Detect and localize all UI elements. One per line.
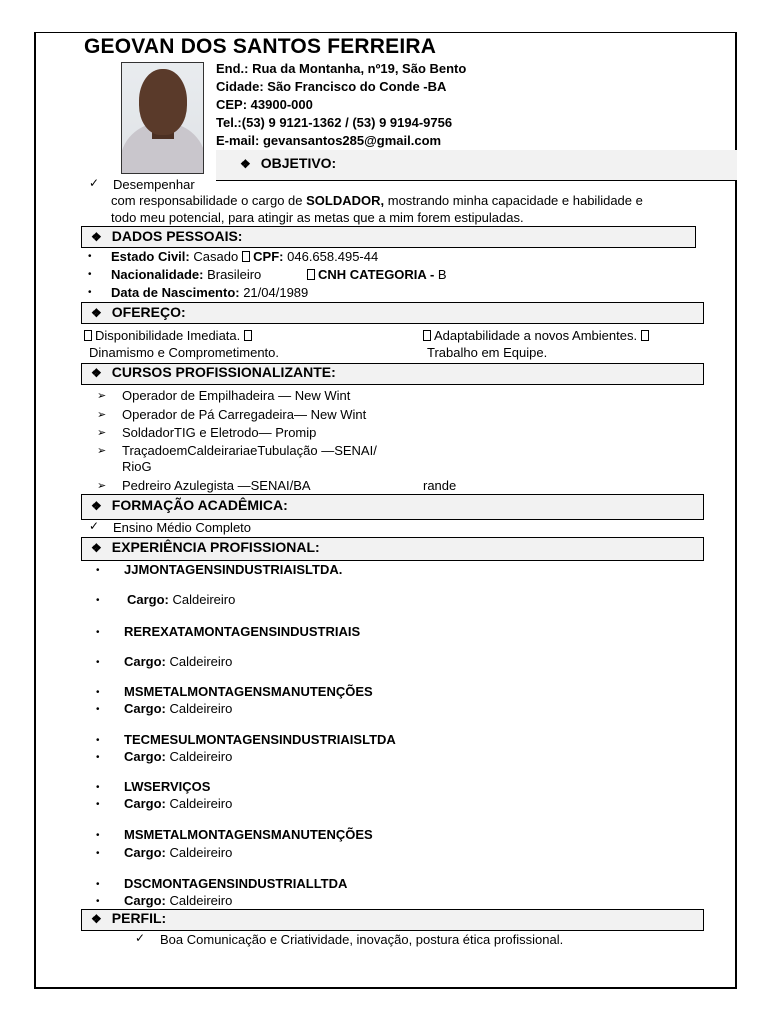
curso-item: SoldadorTIG e Eletrodo— Promip bbox=[122, 425, 317, 440]
arrow-bullet-icon: ➢ bbox=[97, 390, 107, 402]
company-name: MSMETALMONTAGENSMANUTENÇÕES bbox=[124, 684, 373, 699]
bullet-icon: • bbox=[96, 830, 100, 841]
checkmark-icon: ✓ bbox=[135, 931, 146, 945]
cargo-row: Cargo: Caldeireiro bbox=[124, 796, 233, 811]
perfil-title: ❖ PERFIL: bbox=[91, 910, 167, 926]
email-line: E-mail: gevansantos285@gmail.com bbox=[216, 133, 442, 148]
formacao-item: Ensino Médio Completo bbox=[113, 520, 252, 535]
phone-line: Tel.:(53) 9 9121-1362 / (53) 9 9194-9756 bbox=[216, 115, 453, 130]
bullet-icon: • bbox=[88, 287, 92, 298]
bullet-icon: • bbox=[96, 848, 100, 859]
diamond-bullet-icon: ❖ bbox=[91, 230, 102, 244]
nacionalidade-row: Nacionalidade: Brasileiro bbox=[111, 267, 262, 282]
cep-line: CEP: 43900-000 bbox=[216, 97, 313, 112]
curso-item: Pedreiro Azulegista —SENAI/BA bbox=[122, 478, 311, 493]
experiencia-title: ❖ EXPERIÊNCIA PROFISSIONAL: bbox=[91, 539, 320, 555]
bullet-icon: • bbox=[96, 735, 100, 746]
bullet-icon: • bbox=[96, 595, 100, 606]
curso-item: Operador de Empilhadeira — New Wint bbox=[122, 388, 351, 403]
diamond-bullet-icon: ❖ bbox=[91, 499, 102, 513]
company-name: REREXATAMONTAGENSINDUSTRIAIS bbox=[124, 624, 361, 639]
bullet-icon: • bbox=[88, 269, 92, 280]
oferco-left-2: Dinamismo e Comprometimento. bbox=[89, 345, 280, 360]
profile-photo bbox=[121, 62, 204, 174]
company-name: DSCMONTAGENSINDUSTRIALLTDA bbox=[124, 876, 348, 891]
bullet-icon: • bbox=[96, 799, 100, 810]
oferco-right-1: Adaptabilidade a novos Ambientes. bbox=[423, 328, 652, 343]
bullet-icon: • bbox=[96, 782, 100, 793]
cargo-row: Cargo: Caldeireiro bbox=[124, 749, 233, 764]
perfil-item: Boa Comunicação e Criatividade, inovação, postura ética profissional. bbox=[160, 932, 564, 947]
arrow-bullet-icon: ➢ bbox=[97, 480, 107, 492]
dados-title: ❖ DADOS PESSOAIS: bbox=[91, 228, 243, 244]
bullet-icon: • bbox=[96, 704, 100, 715]
checkbox-icon bbox=[641, 330, 649, 341]
cursos-title: ❖ CURSOS PROFISSIONALIZANTE: bbox=[91, 364, 336, 380]
cargo-row: Cargo: Caldeireiro bbox=[124, 893, 233, 908]
bullet-icon: • bbox=[96, 687, 100, 698]
arrow-bullet-icon: ➢ bbox=[97, 445, 107, 457]
checkbox-icon bbox=[423, 330, 431, 341]
city-line: Cidade: São Francisco do Conde -BA bbox=[216, 79, 447, 94]
objetivo-line-1: Desempenhar bbox=[113, 177, 195, 192]
curso-item-continuation: RioG bbox=[122, 459, 152, 474]
company-name: TECMESULMONTAGENSINDUSTRIAISLTDA bbox=[124, 732, 396, 747]
diamond-bullet-icon: ❖ bbox=[91, 541, 102, 555]
photo-head-shape bbox=[139, 69, 187, 135]
bullet-icon: • bbox=[96, 565, 100, 576]
curso-fragment: rande bbox=[423, 478, 457, 493]
company-name: MSMETALMONTAGENSMANUTENÇÕES bbox=[124, 827, 373, 842]
address-line: End.: Rua da Montanha, nº19, São Bento bbox=[216, 61, 467, 76]
bullet-icon: • bbox=[96, 879, 100, 890]
bullet-icon: • bbox=[96, 627, 100, 638]
cargo-row: Cargo: Caldeireiro bbox=[124, 654, 233, 669]
perfil-section-box bbox=[81, 909, 704, 931]
objetivo-title: ❖ OBJETIVO: bbox=[240, 155, 337, 171]
diamond-bullet-icon: ❖ bbox=[91, 912, 102, 926]
objetivo-line-3: todo meu potencial, para atingir as metas que a mim forem estipuladas. bbox=[111, 210, 524, 225]
curso-item: TraçadoemCaldeirariaeTubulação —SENAI/ bbox=[122, 443, 377, 458]
candidate-name: GEOVAN DOS SANTOS FERREIRA bbox=[84, 35, 437, 58]
estado-civil-row: Estado Civil: Casado CPF: 046.658.495-44 bbox=[111, 249, 379, 264]
arrow-bullet-icon: ➢ bbox=[97, 409, 107, 421]
bullet-icon: • bbox=[88, 251, 92, 262]
nascimento-row: Data de Nascimento: 21/04/1989 bbox=[111, 285, 309, 300]
objetivo-line-2: com responsabilidade o cargo de SOLDADOR, mostrando minha capacidade e habilidade e bbox=[111, 193, 643, 208]
company-name: LWSERVIÇOS bbox=[124, 779, 211, 794]
oferco-title: ❖ OFEREÇO: bbox=[91, 304, 186, 320]
oferco-left-1: Disponibilidade Imediata. bbox=[84, 328, 255, 343]
formacao-title: ❖ FORMAÇÃO ACADÊMICA: bbox=[91, 497, 288, 513]
checkmark-icon: ✓ bbox=[89, 519, 100, 533]
checkbox-icon bbox=[84, 330, 92, 341]
bullet-icon: • bbox=[96, 896, 100, 907]
diamond-bullet-icon: ❖ bbox=[91, 366, 102, 380]
bullet-icon: • bbox=[96, 657, 100, 668]
checkbox-icon bbox=[244, 330, 252, 341]
diamond-bullet-icon: ❖ bbox=[240, 157, 251, 171]
bullet-icon: • bbox=[96, 752, 100, 763]
checkbox-icon bbox=[307, 269, 315, 280]
cargo-row: Cargo: Caldeireiro bbox=[127, 592, 236, 607]
cargo-row: Cargo: Caldeireiro bbox=[124, 701, 233, 716]
arrow-bullet-icon: ➢ bbox=[97, 427, 107, 439]
cnh-row: CNH CATEGORIA - B bbox=[303, 267, 447, 282]
diamond-bullet-icon: ❖ bbox=[91, 306, 102, 320]
curso-item: Operador de Pá Carregadeira— New Wint bbox=[122, 407, 367, 422]
checkmark-icon: ✓ bbox=[89, 176, 100, 190]
checkbox-icon bbox=[242, 251, 250, 262]
company-name: JJMONTAGENSINDUSTRIAISLTDA. bbox=[124, 562, 343, 577]
oferco-right-2: Trabalho em Equipe. bbox=[427, 345, 548, 360]
cargo-row: Cargo: Caldeireiro bbox=[124, 845, 233, 860]
